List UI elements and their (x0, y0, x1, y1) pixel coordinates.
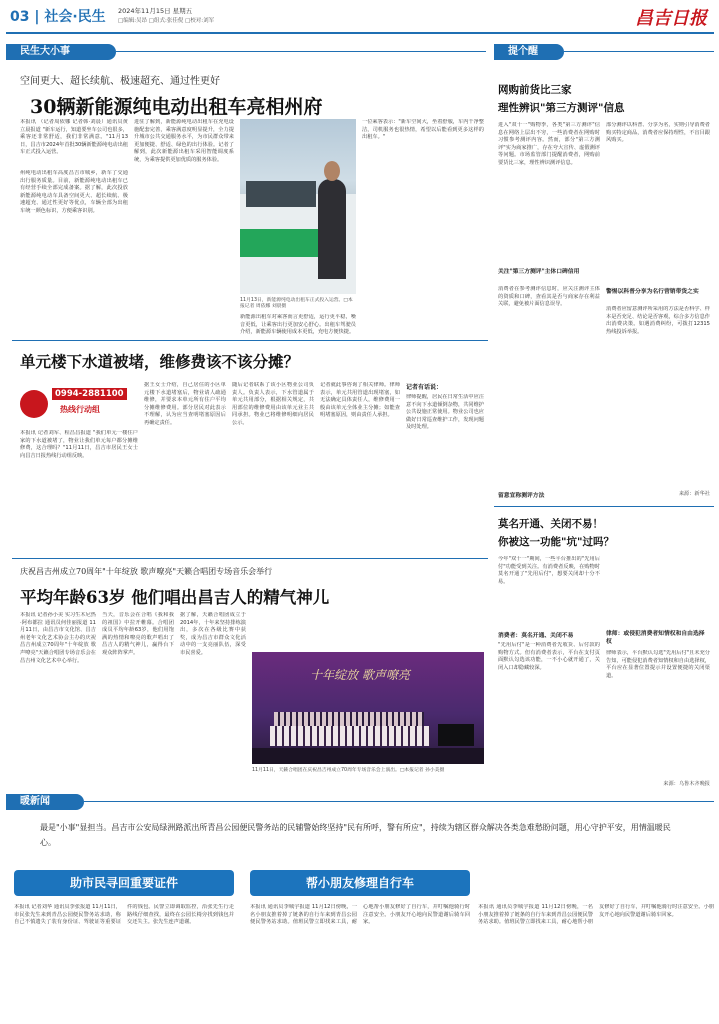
page-number-section: 03 | 社会·民生 (10, 9, 106, 25)
story-kicker: 空间更大、超长续航、极速超充、通过性更好 (20, 76, 220, 87)
article-column: 进入"双十一"购物季，各类"第三方测评"信息在网络上层出不穷，一些消费者在网购时习惯参考测评内容。然而，部分"第三方测评"实为商家推广，存在夸大宣传、虚假测评等问题。市场监管部门提醒消费者，网购前要货比三家，理性辨识测评信息。 (498, 122, 600, 166)
story-headline: 莫名开通、关闭不易！ (498, 518, 603, 530)
article-column: 本报讯 记者刘军、程昌昌报道 "我们单元一楼住户家的下水道被堵了，物业让我们单元每户都分摊维修费，这合理吗？"11月11日，昌吉市居民王女士向昌吉日报热线行动组反映。 (20, 430, 138, 459)
band-rule-left (116, 51, 486, 52)
story-kicker: 庆祝昌吉州成立70周年"十年绽放 歌声嘹亮"天籁合唱团专场音乐会举行 (20, 567, 273, 576)
article-subhead: 律师：或侵犯消费者知情权和自由选择权 (606, 631, 705, 645)
piano-shape (438, 724, 474, 746)
divider-right (494, 506, 714, 507)
article-subhead: 留意宣称测评方法 (498, 493, 545, 499)
choir-back-row (274, 712, 424, 726)
divider-story3 (12, 558, 488, 559)
stage-floor (252, 748, 484, 764)
article-source: 来源：新华社 (678, 491, 710, 497)
taxi-photo (240, 119, 356, 294)
divider-story2 (12, 340, 488, 341)
article-column: 一位乘客表示："新车空间大，坐着舒服，车内干净整洁，司机服务也很热情，希望以后能看到更多这样的出租车。" (362, 119, 484, 141)
hotline-number: 0994-2881100 (52, 388, 127, 400)
story-headline: 30辆新能源纯电动出租车亮相州府 (30, 96, 323, 118)
driver-figure (318, 179, 346, 279)
article-column: 随后记者联系了该小区物业公司负责人。负责人表示，下水管道属于单元共用部分，根据相关规定，共用部位的维修费用由该单元业主共同承担。物业已将维修明细向居民公示。 (232, 382, 314, 426)
article-column: 州纯电动出租车高度昌吉市城乡，新车了交通出行服务质量。目前，新能源纯电动出租车已有经营手续全部完成备案。据了解，此次投放新能源纯电动车具备空间更大、超长续航、极速超充、通过性更好等优点，车辆全部为出租车统一颜色标识，方便乘客识别。 (20, 170, 128, 214)
article-column: 律师提醒，居民在日常生活中应注意不向下水道倾倒杂物，共同维护公共设施正常使用。物业公司也应做好日常巡查维护工作，发现问题及时处理。 (406, 394, 484, 431)
choir-front-row (270, 726, 430, 746)
story-headline: 你被这一功能"坑"过吗？ (498, 536, 614, 548)
taxi-window (246, 181, 316, 207)
card-title: 助市民寻回重要证件 (14, 870, 234, 896)
article-column: 据王女士介绍，自己居住的小区单元楼下水道堵塞后，物业请人疏通维修，并要求本单元所有住户平均分摊维修费用。部分居民对此表示不理解，认为应当查明堵塞原因后再确定责任。 (144, 382, 226, 426)
article-column: 部分测评以科普、分享为名，实则引导消费者购买特定商品，消费者应保持理性，不盲目跟风购买。 (606, 122, 710, 144)
taxi-green-stripe (240, 229, 330, 257)
article-column: 进驻了解到，新能源纯电动出租车在充电设施配套完善，乘客满意度明显提升，全力提升城市公共交通服务水平，为市民群众带来更加便捷、舒适、绿色的出行体验。记者了解到，此次新能源出租车采用智能调度系统，为乘客提供更加优质的服务体验。 (134, 119, 234, 163)
article-column: 本报讯 记者刘华 通讯员李张报道 11月11日，市民张先生来到青昌公园便民警务站求助，称自己不慎遗失了装有身份证、驾驶证等重要证件的钱包。民警立即调取监控，沿张先生行走路线仔细查找，最终在公园长椅旁找到钱包并交还失主。张先生连声道谢。 (14, 904, 234, 926)
article-subhead: 关注"第三方测评"主体口碑信用 (498, 269, 580, 275)
masthead-logo: 昌吉日报 (635, 8, 707, 29)
story-drain (6, 344, 488, 556)
article-column: 本报讯 通讯员李城宇报道 11月12日傍晚，一名小朋友推着掉了链条的自行车来到青昌公园便民警务站求助。值班民警立即找来工具，耐心地帮小朋友修好了自行车，并叮嘱他骑行时注意安全。小朋友开心地向民警道谢后骑车回家。 (478, 904, 714, 926)
story-choir (6, 562, 488, 788)
section-band-minsheng (6, 44, 116, 60)
hotline-logo-icon (20, 390, 48, 418)
driver-head (324, 161, 340, 181)
article-column: 据了解，天籁合唱团成立于2014年，十年来坚持排练演出，多次在各级比赛中获奖，成为昌吉市群众文化活动中的一支亮丽队伍，深受市民喜爱。 (180, 612, 246, 656)
article-subhead: 消费者：莫名开通、关闭不易 (498, 633, 574, 639)
story-headline: 网购前货比三家 (498, 84, 572, 96)
editor-credits: □编辑:吴昂 □组式:张佳倪 □校对:刘军 (118, 18, 215, 24)
section-band-label: 暖新闻 (20, 796, 50, 807)
header-rule (6, 32, 714, 34)
article-column: 记者就此事咨询了相关律师。律师表示，单元共用管道出现堵塞，如无法确定具体责任人，维修费用一般由该单元全体业主分摊；如能查明堵塞原因，则由责任人承担。 (320, 382, 400, 419)
article-subhead: 警惕以科普分享为名行营销带货之实 (606, 289, 699, 295)
article-column: 本报讯 记者孙小美 实习生木尼热·阿布都拉 通讯员何佳丽报道 11月11日，由昌吉市文化馆、昌吉州老年文化艺术协会主办的庆祝昌吉州成立70周年"十年绽放 歌声嘹亮"天籁合唱团专场音乐会在昌吉州文化艺术中心举行。 (20, 612, 96, 664)
photo-caption: 11月13日，新能源纯电动出租车正式投入运营。□本报记者 周依娜 刘晨摄 (240, 298, 353, 309)
right-column (494, 44, 714, 790)
article-column: 本报讯 （记者周依娜 记者韩·刘晨）通讯员黄立晨报道 "新车运行，知道要坐车公司也很多，乘客还非常舒适，我们非常满意。"11月13日，昌吉市2024年首批30辆新能源纯电动出租车正式投入运营。 (20, 119, 128, 156)
band-rule-right (564, 51, 714, 52)
story-headline: 平均年龄63岁 他们唱出昌吉人的精气神儿 (20, 588, 330, 607)
hotline-box (20, 382, 138, 424)
article-source: 来源：乌鲁木齐晚报 (663, 781, 710, 787)
editor-note-label: 记者有话说： (406, 384, 443, 391)
choir-photo (252, 652, 484, 764)
article-column: 消费者在参考测评信息时，应关注测评主体的资质和口碑，查看其是否与商家存在利益关联，避免被片面信息误导。 (498, 286, 600, 308)
photo-caption: 11月11日，天籁合唱团在庆祝昌吉州成立70周年专场音乐会上演出。□本报记者 孙小美摄 (252, 768, 445, 773)
hotline-label: 热线行动组 (60, 405, 100, 414)
article-column: "先用后付"是一种消费者先收货、后付款的购物方式。但有消费者表示，平台在支付页面默认勾选该功能，一不小心就开通了，关闭入口却隐藏较深。 (498, 642, 600, 671)
section-band-reminder (494, 44, 564, 60)
warm-lead: 最是"小事"显担当。昌吉市公安局绿洲路派出所青昌公园便民警务站的民辅警始终坚持"民有所呼，警有所应"，持续为辖区群众解决各类急难愁盼问题，用心守护平安，用情温暖民心。 (40, 823, 671, 847)
page-header (0, 0, 719, 40)
article-column: 本报讯 通讯员李城宇报道 11月12日傍晚，一名小朋友推着掉了链条的自行车来到青昌公园便民警务站求助。值班民警立即找来工具，耐心地帮小朋友修好了自行车，并叮嘱他骑行时注意安全。小朋友开心地向民警道谢后骑车回家。 (250, 904, 470, 926)
issue-date: 2024年11月15日 星期五 (118, 7, 193, 15)
card-title: 帮小朋友修理自行车 (250, 870, 470, 896)
section-band-label: 民生大小事 (20, 46, 70, 57)
article-column: 律师表示，平台默认勾选"先用后付"且未充分告知，可能侵犯消费者知情权和自由选择权，平台应在显著位置提示并设置便捷的关闭渠道。 (606, 650, 710, 679)
section-band-label: 提个醒 (508, 46, 538, 57)
article-column: 消费者应留意测评所采用的方法是否科学、样本是否充足、结论是否客观，综合多方信息作出消费决策。如遇消费纠纷，可拨打12315热线投诉举报。 (606, 306, 710, 335)
band-rule-bottom (84, 801, 714, 802)
article-column: 新能源出租车对乘客而言更舒适，运行更平稳，噪音更低，让乘客出行更加安心舒心。出租车驾驶员介绍，新能源车辆使用成本更低，充电方便快捷。 (240, 314, 356, 336)
section-band-warm-news (6, 794, 84, 810)
article-column: 今年"双十一"期间，一些平台推出的"先用后付"功能受到关注。有消费者反映，在购物时莫名开通了"先用后付"，想要关闭却十分不易。 (498, 556, 600, 585)
story-headline: 理性辨识"第三方测评"信息 (498, 102, 625, 114)
story-taxi (6, 62, 488, 337)
story-headline: 单元楼下水道被堵，维修费该不该分摊？ (20, 352, 300, 371)
article-column: 当天，音乐会在合唱《我和我的祖国》中拉开帷幕。合唱团成员平均年龄63岁，他们用饱满的热情和嘹亮的歌声唱出了昌吉人的精气神儿，赢得台下观众阵阵掌声。 (102, 612, 174, 656)
stage-title-text: 十年绽放 歌声嘹亮 (310, 668, 410, 682)
